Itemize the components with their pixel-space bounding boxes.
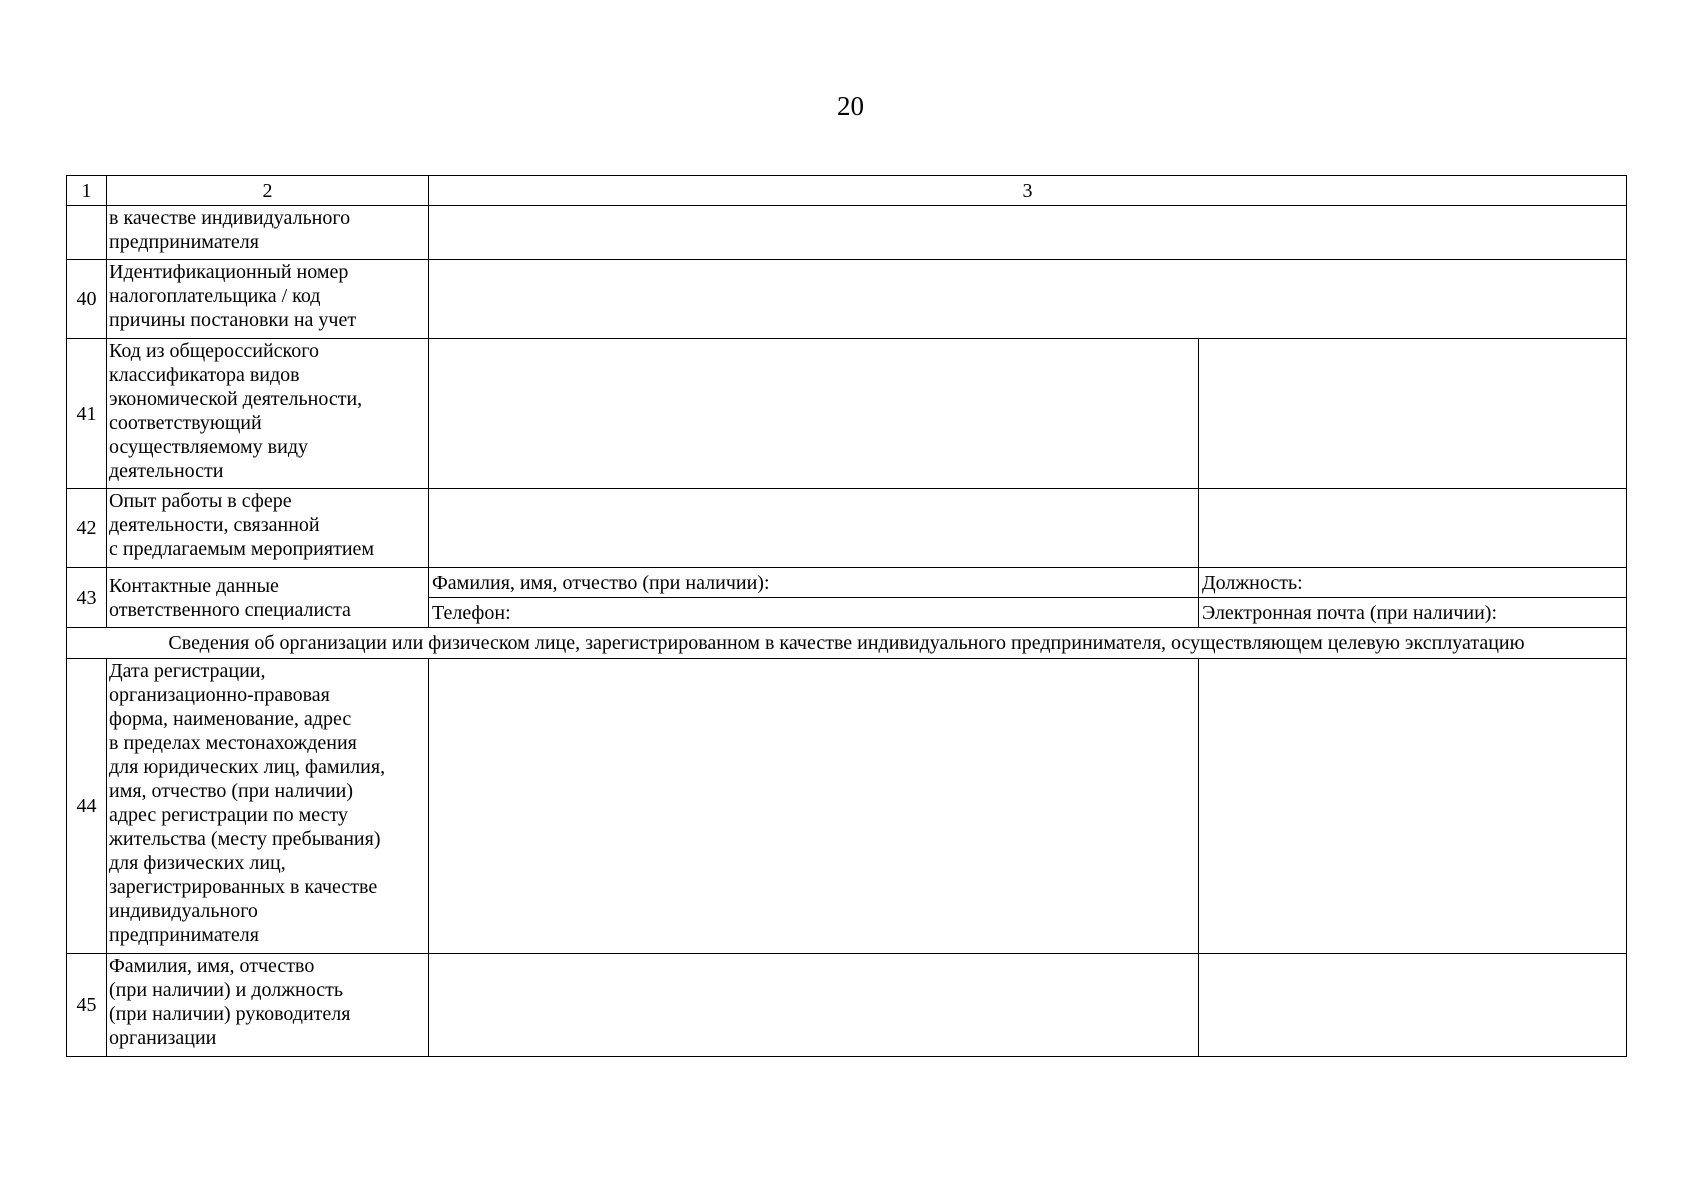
label-line: для юридических лиц, фамилия, <box>109 756 386 778</box>
label-line: ответственного специалиста <box>109 598 351 621</box>
row-44 <box>67 659 1627 954</box>
row-label <box>107 954 429 1057</box>
value-cell-extra[interactable] <box>1199 954 1627 1057</box>
label-line: налогоплательщика / код <box>109 285 321 307</box>
label-line: экономической деятельности, <box>109 388 363 410</box>
label-line: предпринимателя <box>109 924 259 946</box>
header-col-2: 2 <box>107 176 429 206</box>
row-continuation <box>67 206 1627 260</box>
row-42 <box>67 489 1627 568</box>
value-cell-extra[interactable] <box>1199 659 1627 954</box>
value-cell[interactable] <box>429 659 1199 954</box>
label-line: форма, наименование, адрес <box>109 708 352 730</box>
row-number: 42 <box>67 489 107 568</box>
label-line: в качестве индивидуального <box>109 207 351 229</box>
row-label <box>107 489 429 568</box>
row-label <box>107 260 429 339</box>
label-line: зарегистрированных в качестве <box>109 876 378 898</box>
label-line: Контактные данные <box>109 574 279 597</box>
email-field[interactable]: Электронная почта (при наличии): <box>1199 598 1627 628</box>
row-label <box>107 339 429 489</box>
label-line: (при наличии) и должность <box>109 979 343 1001</box>
row-number: 40 <box>67 260 107 339</box>
page-number: 20 <box>837 91 864 121</box>
row-number: 43 <box>67 568 107 628</box>
label-line: имя, отчество (при наличии) <box>109 780 354 802</box>
label-line: осуществляемому виду <box>109 436 308 458</box>
label-line: жительства (месту пребывания) <box>109 828 381 850</box>
value-cell-extra[interactable] <box>1199 489 1627 568</box>
row-45 <box>67 954 1627 1057</box>
fio-field[interactable]: Фамилия, имя, отчество (при наличии): <box>429 568 1199 598</box>
value-cell[interactable] <box>429 489 1199 568</box>
row-number: 45 <box>67 954 107 1057</box>
position-field[interactable]: Должность: <box>1199 568 1627 598</box>
row-label <box>107 206 429 260</box>
header-col-1: 1 <box>67 176 107 206</box>
label-line: Код из общероссийского <box>109 340 319 362</box>
row-43 <box>67 568 1627 598</box>
value-cell[interactable] <box>429 954 1199 1057</box>
label-line: адрес регистрации по месту <box>109 804 349 826</box>
section-heading: Сведения об организации или физическом лице, зарегистрированном в качестве индивидуального предпринимателя, осуществляющем целевую эксплуатацию <box>67 628 1627 659</box>
section-row <box>67 628 1627 659</box>
label-line: Дата регистрации, <box>109 660 266 682</box>
row-number: 44 <box>67 659 107 954</box>
row-label <box>107 568 429 628</box>
row-41 <box>67 339 1627 489</box>
label-line: деятельности, связанной <box>109 514 320 536</box>
label-line: организационно-правовая <box>109 684 330 706</box>
header-row <box>67 176 1627 206</box>
label-line: для физических лиц, <box>109 852 286 874</box>
label-line: Идентификационный номер <box>109 261 349 283</box>
value-cell[interactable] <box>429 206 1627 260</box>
value-cell[interactable] <box>429 260 1627 339</box>
label-line: деятельности <box>109 460 224 482</box>
label-line: в пределах местонахождения <box>109 732 357 754</box>
label-line: соответствующий <box>109 412 262 434</box>
label-line: Опыт работы в сфере <box>109 490 292 512</box>
phone-field[interactable]: Телефон: <box>429 598 1199 628</box>
row-40 <box>67 260 1627 339</box>
label-line: с предлагаемым мероприятием <box>109 538 375 560</box>
value-cell[interactable] <box>429 339 1199 489</box>
row-number <box>67 206 107 260</box>
value-cell-extra[interactable] <box>1199 339 1627 489</box>
header-col-3: 3 <box>429 176 1627 206</box>
label-line: индивидуального <box>109 900 258 922</box>
application-form-table <box>66 175 1627 1057</box>
label-line: классификатора видов <box>109 364 300 386</box>
label-line: предпринимателя <box>109 231 259 253</box>
label-line: Фамилия, имя, отчество <box>109 955 315 977</box>
label-line: причины постановки на учет <box>109 309 357 331</box>
label-line: организации <box>109 1027 217 1049</box>
row-label <box>107 659 429 954</box>
row-number: 41 <box>67 339 107 489</box>
label-line: (при наличии) руководителя <box>109 1003 351 1025</box>
